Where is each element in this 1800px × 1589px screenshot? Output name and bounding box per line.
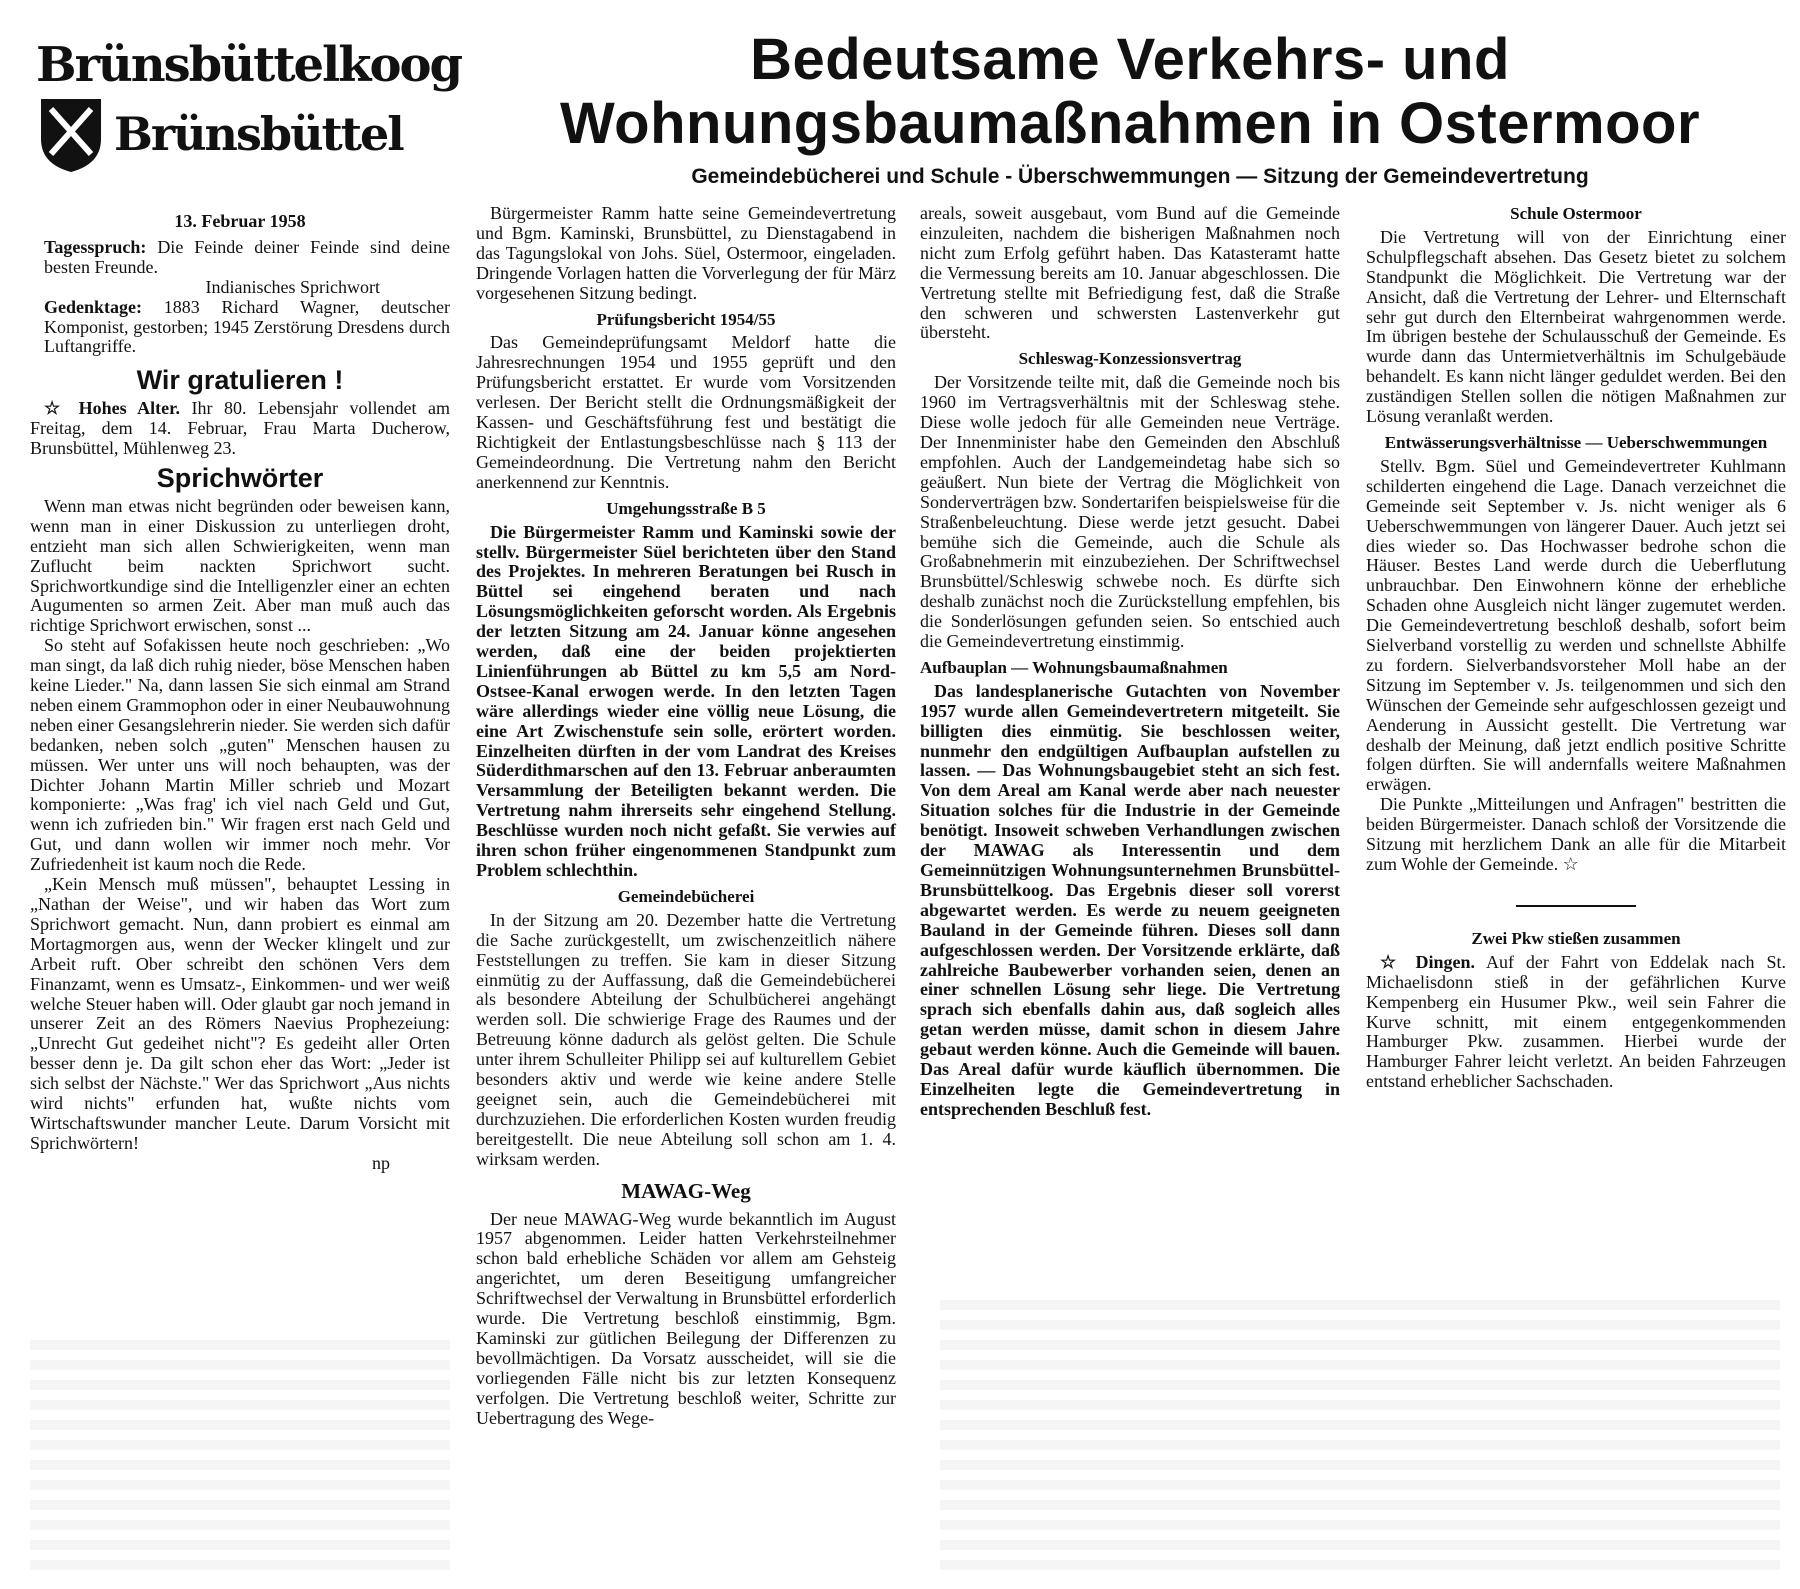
masthead-logo bbox=[36, 36, 476, 196]
gedenktage bbox=[30, 298, 450, 358]
section-heading: Entwässerungsverhältnisse — Ueberschwemmungen bbox=[1384, 432, 1768, 452]
sprichwoerter-heading: Sprichwörter bbox=[156, 462, 324, 493]
paragraph: Stellv. Bgm. Süel und Gemeindevertreter Kuhlmann schilderten eingehend die Lage. Danach verzeichnet die Gemeinde seit September v. Js. nicht weniger als 6 Ueberschwemmungen von längerer Dauer. Auch jetzt sei dies wieder so. Das Hochwasser bedrohe schon die Häuser. Bestes Land werde durch die Ueberflutung unbrauchbar. Den Einwohnern könne der erhebliche Schaden ohne Ausgleich nicht länger zugemutet werden. Die Gemeindevertretung beschloß deshalb, sofort beim Sielverband vorstellig zu werden und schnellste Abhilfe zu fordern. Sielverbandsvorsteher Moll habe an der Sitzung im September v. Js. teilgenommen und sich den Wünschen der Gemeinde sehr aufgeschlossen gezeigt und Aenderung in Aussicht gestellt. Die Vertretung war deshalb der Meinung, daß jetzt endlich positive Schritte folgen dürften. Sie will andernfalls weitere Maßnahmen erwägen. bbox=[1366, 455, 1786, 795]
section-heading: Aufbauplan — Wohnungsbaumaßnahmen bbox=[920, 657, 1228, 677]
section-heading: Umgehungsstraße B 5 bbox=[606, 498, 766, 518]
logo-line-2: Brünsbüttel bbox=[114, 107, 403, 161]
tagesspruch-text: Die Feinde deiner Feinde sind deine besten Freunde. bbox=[44, 236, 450, 277]
paragraph: Der Vorsitzende teilte mit, daß die Gemeinde noch bis 1960 im Vertragsverhältnis mit der Schleswag stehe. Diese wolle jedoch für alle Gemeinden neue Verträge. Der Innenminister habe den Gemeinden den Abschluß empfohlen. Auch der Landgemeindetag habe sich so geäußert. Nun biete der Vertrag die Möglichkeit von Sonderverträgen bzw. Sondertarifen beispielsweise für die Straßenbeleuchtung. Diese werde jetzt gesucht. Dabei bemühe sich die Gemeinde, auch die Schule als Großabnehmerin mit einzubeziehen. Der Schriftwechsel Brunsbüttel/Schleswig schwebe noch. Es dürfte sich deshalb zunächst noch die Zurückstellung empfehlen, bis die Sonderlösungen gefunden seien. So entschied auch die Gemeindevertretung einstimmig. bbox=[920, 372, 1340, 652]
section-heading: MAWAG-Weg bbox=[621, 1178, 751, 1203]
paragraph: So steht auf Sofakissen heute noch geschrieben: „Wo man singt, da laß dich ruhig nieder, böse Menschen haben keine Lieder." Na, dann lassen Sie sich einmal am Strand neben einem Grammophon oder in einer Neubauwohnung neben einer Gesangslehrerin nieder. Sie werden sich dafür bedanken, neben solch „guten" Menschen hausen zu müssen. Wer unter uns will noch behaupten, was der Dichter Johann Martin Miller schrieb und Mozart komponierte: „Was frag' ich viel nach Geld und Gut, wenn ich zufrieden bin." Wir fragen erst nach Geld und Gut, und dann wollen wir immer noch mehr. Vor Zufriedenheit ist kaum noch die Rede. bbox=[30, 635, 450, 875]
dateline: ☆ Dingen. bbox=[1380, 951, 1476, 972]
paragraph: Bürgermeister Ramm hatte seine Gemeindevertretung und Bgm. Kaminski, Brunsbüttel, zu Dienstagabend in das Tagungslokal von Johs. Süel, Ostermoor, eingeladen. Dringende Vorlagen hatten die Vorverlegung der für März vorgesehenen Sitzung bedingt. bbox=[476, 203, 896, 303]
section-heading: Prüfungsbericht 1954/55 bbox=[596, 309, 776, 329]
paragraph bbox=[1366, 953, 1786, 1092]
paragraph: Wenn man etwas nicht begründen oder beweisen kann, wenn man in einer Diskussion zu unterliegen droht, entzieht man sich allen Schwierigkeiten, wenn man Zuflucht beim nackten Sprichwort sucht. Sprichwortkundige sind die Intelligenzler einer an echten Augumenten so armen Zeit. Aber man muß auch das richtige Sprichwort erwischen, sonst ... bbox=[30, 495, 450, 636]
column-4 bbox=[1366, 204, 1786, 1092]
headline bbox=[530, 28, 1730, 156]
subheadline: Gemeindebücherei und Schule - Überschwemmungen — Sitzung der Gemeindevertretung bbox=[691, 165, 1589, 188]
section-heading: Gemeindebücherei bbox=[617, 886, 755, 906]
section-heading: Zwei Pkw stießen zusammen bbox=[1471, 928, 1681, 948]
paragraph: Das Gemeindeprüfungsamt Meldorf hatte die Jahresrechnungen 1954 und 1955 geprüft und den Prüfungsbericht erstattet. Er wurde vom Vorsitzenden verlesen. Der Bericht stellt die Ordnungsmäßigkeit der Kassen- und Geschäftsführung fest und bestätigt die Richtigkeit der Entlastungsbeschlüsse nach § 113 der Gemeindeordnung. Die Vertretung nahm den Bericht anerkennend zur Kenntnis. bbox=[476, 332, 896, 492]
section-heading: Schule Ostermoor bbox=[1510, 204, 1642, 223]
headline-line-1: Bedeutsame Verkehrs- und bbox=[750, 27, 1510, 92]
gratulieren-lead: ☆ Hohes Alter. bbox=[44, 398, 180, 419]
date: 13. Februar 1958 bbox=[174, 211, 306, 231]
gratulieren-heading: Wir gratulieren ! bbox=[136, 365, 344, 396]
paragraph: Die Bürgermeister Ramm und Kaminski sowie der stellv. Bürgermeister Süel berichteten über den Stand des Projektes. In mehreren Beratungen bei Rusch in Büttel sei eingehend beraten und nach Lösungsmöglichkeiten geforscht worden. Als Ergebnis der letzten Sitzung am 24. Januar könne angesehen werden, daß eine der beiden projektierten Linienführungen ab Büttel zu km 5,5 am Nord-Ostsee-Kanal erwogen werde. In den letzten Tagen wäre allerdings wieder eine völlig neue Lösung, die eine Art Zwischenstufe sein solle, erörtert worden. Einzelheiten dürften in der vom Landrat des Kreises Süderdithmarschen auf den 13. Februar anberaumten Versammlung der Beteiligten bekannt werden. Die Vertretung nahm ihrerseits sehr eingehend Stellung. Beschlüsse wurden noch nicht gefaßt. Sie verwies auf ihren schon früher eingenommenen Standpunkt zum Problem schlechthin. bbox=[476, 521, 896, 880]
column-2 bbox=[476, 204, 896, 1428]
paragraph: Die Punkte „Mitteilungen und Anfragen" bestritten die beiden Bürgermeister. Danach schloß der Vorsitzende die Sitzung mit herzlichem Dank an alle für die Mitarbeit zum Wohle der Gemeinde. ☆ bbox=[1366, 794, 1786, 874]
paragraph: Die Vertretung will von der Einrichtung einer Schulpflegschaft absehen. Das Gesetz bietet zu solchem Standpunkt die Möglichkeit. Die Vertretung war der Ansicht, daß die Vertretung der Lehrer- und Elternschaft sehr gut durch den Elternbeirat wahrgenommen werde. Im übrigen bestehe der Schulausschuß der Gemeinde. Es wurde dann das Untermietverhältnis im Schulgebäude behandelt. Es kann nicht länger geduldet werden. Bei den zuständigen Stellen sollen die nötigen Maßnahmen zur Lösung veranlaßt werden. bbox=[1366, 226, 1786, 427]
paragraph: Der neue MAWAG-Weg wurde bekanntlich im August 1957 abgenommen. Leider hatten Verkehrsteilnehmer schon bald erhebliche Schäden vor allem am Gehsteig angerichtet, um deren Beseitigung umfangreicher Schriftwechsel der Verwaltung in Brunsbüttel erforderlich wurde. Die Vertretung beschloß einstimmig, Bgm. Kaminski zur gütlichen Beilegung der Differenzen zu bevollmächtigen. Da Vorsatz ausscheidet, will sie die vorliegenden Fälle nicht bis zur letzten Konsequenz verfolgen. Die Vertretung beschloß weiter, Schritte zur Uebertragung des Wege- bbox=[476, 1208, 896, 1428]
coat-of-arms-icon bbox=[36, 94, 106, 174]
headline-line-2: Wohnungsbaumaßnahmen in Ostermoor bbox=[559, 91, 1701, 156]
paragraph: In der Sitzung am 20. Dezember hatte die Vertretung die Sache zurückgestellt, um zwischenzeitlich nähere Feststellungen zu treffen. Sie kam in dieser Sitzung einmütig zu der Auffassung, daß die Gemeindebücherei als besondere Abteilung der Schulbücherei angehängt werden soll. Die schwierige Frage des Raumes und der Betreuung könne dadurch als gelöst gelten. Die Schule unter ihrem Schulleiter Philipp sei auf kulturellem Gebiet besonders aktiv und werde wie keine andere Stelle geeignet sein, auch die Gemeindebücherei mit durchzuziehen. Die erforderlichen Kosten wurden freudig bereitgestellt. Die neue Abteilung soll schon am 1. 4. wirksam werden. bbox=[476, 909, 896, 1169]
section-heading: Schleswag-Konzessionsvertrag bbox=[1018, 349, 1242, 369]
faded-showthrough bbox=[940, 1300, 1780, 1580]
author-signature: np bbox=[372, 1152, 390, 1173]
tagesspruch-source: Indianisches Sprichwort bbox=[205, 276, 380, 297]
paragraph-body: Auf der Fahrt von Eddelak nach St. Michaelisdonn stieß in der gefährlichen Kurve Kempenberg ein Husumer Pkw., weil sein Fahrer die Kurve schnitt, mit einem entgegenkommenden Hamburger Pkw. zusammen. Hierbei wurde der Hamburger Fahrer leicht verletzt. An beiden Fahrzeugen entstand erheblicher Sachschaden. bbox=[1366, 951, 1786, 1092]
tagesspruch bbox=[30, 238, 450, 278]
gratulieren-body: Ihr 80. Lebensjahr vollendet am Freitag, dem 14. Februar, Frau Marta Ducherow, Brunsbüttel, Mühlenweg 23. bbox=[30, 398, 450, 459]
gratulieren-text bbox=[30, 399, 450, 459]
faded-showthrough bbox=[30, 1340, 450, 1580]
paragraph: „Kein Mensch muß müssen", behauptet Lessing in „Nathan der Weise", und wir haben das Wort zum Sprichwort gemacht. Nun, dann probiert es einmal am Mortagmorgen aus, wenn der Wecker klingelt und zur Arbeit ruft. Ober schreibt den schönen Vers dem Finanzamt, wenn es Umsatz-, Einkommen- und wer weiß welche Steuer haben will. Oder glaubt gar noch jemand in unserer Zeit an des Römers Naevius Prophezeiung: „Unrecht Gut gedeihet nicht"? Es gedeiht aller Orten besser denn je. Da gilt schon eher das Wort: „Jeder ist sich selbst der Nächste." Wer das Sprichwort „Aus nichts wird nichts" erfunden hat, wußte nichts vom Wirtschaftswunder mancher Leute. Darum Vorsicht mit Sprichwörtern! bbox=[30, 874, 450, 1153]
column-3 bbox=[920, 204, 1340, 1120]
tagesspruch-label: Tagesspruch: bbox=[44, 236, 147, 257]
divider bbox=[1516, 905, 1636, 907]
logo-line-1: Brünsbüttelkoog bbox=[36, 37, 462, 93]
gedenktage-label: Gedenktage: bbox=[44, 296, 142, 317]
gedenktage-text: 1883 Richard Wagner, deutscher Komponist, gestorben; 1945 Zerstörung Dresdens durch Luftangriffe. bbox=[44, 296, 451, 357]
column-1 bbox=[30, 212, 450, 1174]
paragraph: areals, soweit ausgebaut, vom Bund auf die Gemeinde einzuleiten, nachdem die bisherigen Maßnahmen noch nicht zum Erfolg geführt haben. Das Katasteramt hatte die Vermessung bereits am 10. Januar abgeschlossen. Die Vertretung stellte mit Befriedigung fest, daß die Straße den schweren und schwersten Lastenverkehr gut übersteht. bbox=[920, 203, 1340, 343]
paragraph: Das landesplanerische Gutachten von November 1957 wurde allen Gemeindevertretern mitgeteilt. Sie billigten dies einmütig. Sie beschlossen weiter, nunmehr den endgültigen Aufbauplan aufstellen zu lassen. — Das Wohnungsbaugebiet steht an sich fest. Von dem Areal am Kanal werde aber nach neuester Situation solches für die Industrie in der Gemeinde benötigt. Insoweit schweben Verhandlungen zwischen der MAWAG als Interessentin und dem Gemeinnützigen Wohnungsunternehmen Brunsbüttel-Brunsbüttelkoog. Das Ergebnis dieser soll vorerst abgewartet werden. Es werde zu neuem geeigneten Bauland in der Gemeinde führen. Dieses soll dann aufgeschlossen werden. Der Vorsitzende erklärte, daß zahlreiche Baubewerber vorhanden seien, denen an einer schnellen Lösung sehr liege. Die Vertretung sprach sich ebenfalls dahin aus, daß sogleich alles getan werden müsse, damit schon in diesem Jahre gebaut werden könne. Auch die Gemeinde will bauen. Das Areal dafür wurde käuflich übernommen. Die Einzelheiten legte die Gemeindevertretung in entsprechenden Beschluß fest. bbox=[920, 680, 1340, 1119]
